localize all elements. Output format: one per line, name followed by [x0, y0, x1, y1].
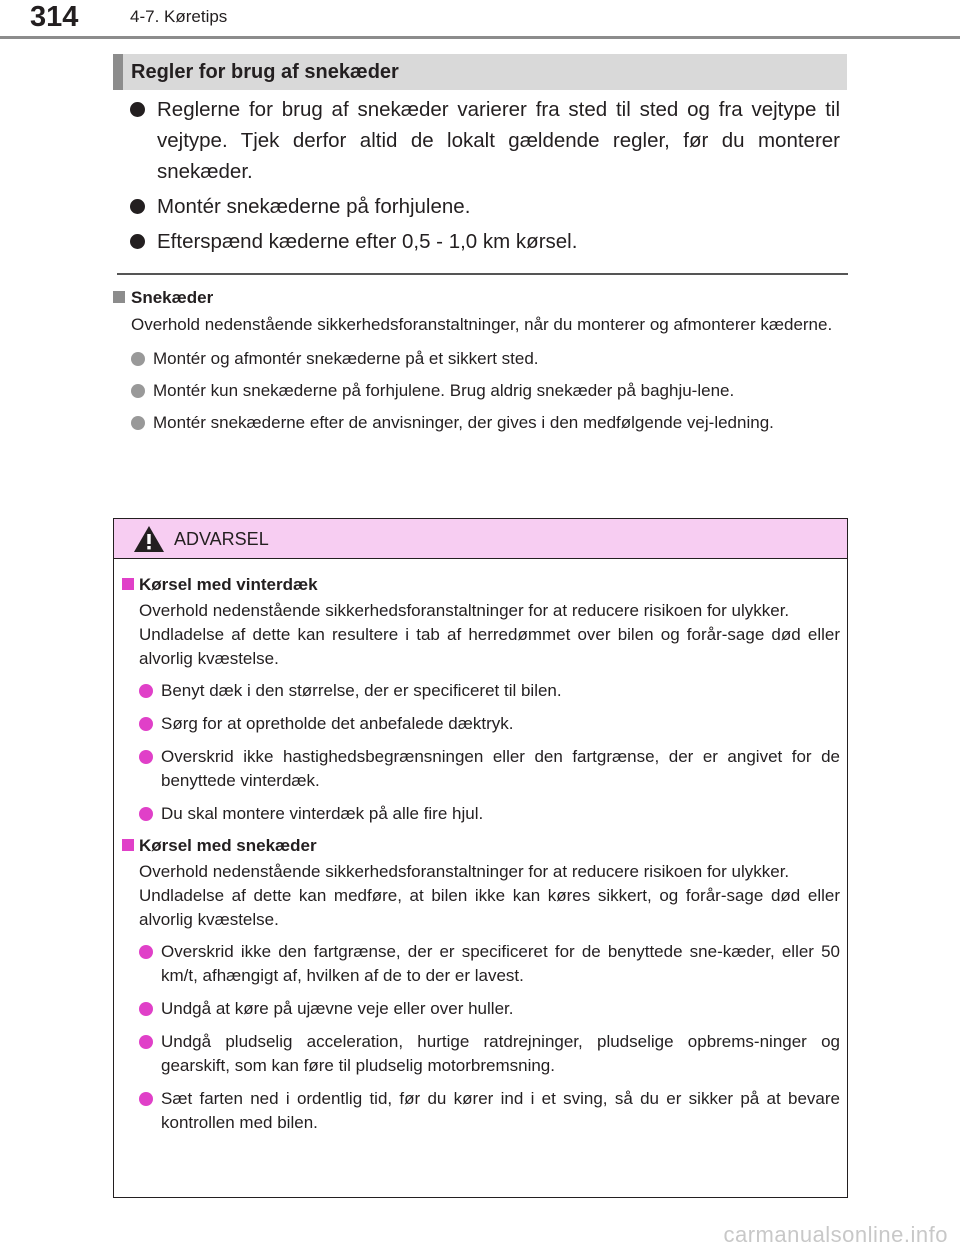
- bullet-icon: [130, 102, 145, 117]
- warning-paragraph: Undladelse af dette kan resultere i tab af herredømmet over bilen og forår-sage død eller alvorlig kvæstelse.: [139, 625, 840, 668]
- warning-header: [114, 519, 847, 559]
- list-item: Overskrid ikke hastighedsbegrænsningen eller den fartgrænse, der er angivet for de benyttede vinterdæk.: [139, 745, 840, 793]
- list-item: Montér snekæderne efter de anvisninger, der gives i den medfølgende vej-ledning.: [131, 411, 848, 435]
- warning-list: [122, 679, 840, 826]
- snekaeder-list: [113, 347, 848, 435]
- list-item: Montér og afmontér snekæderne på et sikkert sted.: [131, 347, 848, 371]
- list-item: Undgå at køre på ujævne veje eller over huller.: [139, 997, 840, 1021]
- bullet-icon: [139, 1002, 153, 1016]
- bullet-icon: [130, 199, 145, 214]
- bullet-icon: [139, 684, 153, 698]
- snekaeder-subsection: [113, 287, 848, 443]
- warning-paragraph: Undladelse af dette kan medføre, at bilen ikke kan køres sikkert, og forår-sage død eller alvorlig kvæstelse.: [139, 886, 840, 929]
- list-item: Overskrid ikke den fartgrænse, der er specificeret for de benyttede sne-kæder, eller 50 km/t, afhængigt af, hvilken af de to der er lavest.: [139, 940, 840, 988]
- page-number: 314: [30, 1, 79, 33]
- list-item: Montér kun snekæderne på forhjulene. Brug aldrig snekæder på baghju-lene.: [131, 379, 848, 403]
- list-item: Undgå pludselig acceleration, hurtige ratdrejninger, pludselige opbrems-ninger og gearskift, som kan føre til pludselig motorbremsning.: [139, 1030, 840, 1078]
- warning-list: [122, 940, 840, 1135]
- list-item: Montér snekæderne på forhjulene.: [130, 191, 840, 222]
- warning-triangle-icon: [133, 525, 165, 553]
- square-bullet-icon: [113, 291, 125, 303]
- square-bullet-icon: [122, 839, 134, 851]
- bullet-icon: [139, 807, 153, 821]
- warning-subheading: Kørsel med snekæder: [122, 835, 840, 857]
- watermark: carmanualsonline.info: [723, 1222, 948, 1247]
- list-item: Reglerne for brug af snekæder varierer fra sted til sted og fra vejtype til vejtype. Tjek derfor altid de lokalt gældende regler, før du monterer snekæder.: [130, 94, 840, 187]
- list-item: Du skal montere vinterdæk på alle fire hjul.: [139, 802, 840, 826]
- section-title: Regler for brug af snekæder: [131, 61, 399, 83]
- warning-paragraph: Overhold nedenstående sikkerhedsforanstaltninger for at reducere risikoen for ulykker.: [139, 601, 790, 620]
- subsection-intro: Overhold nedenstående sikkerhedsforanstaltninger, når du monterer og afmonterer kæderne.: [131, 315, 833, 334]
- bullet-icon: [131, 416, 145, 430]
- list-item: Efterspænd kæderne efter 0,5 - 1,0 km kørsel.: [130, 226, 840, 257]
- chapter-title: 4-7. Køretips: [130, 7, 228, 26]
- list-item: Sørg for at opretholde det anbefalede dæktryk.: [139, 712, 840, 736]
- bullet-icon: [139, 945, 153, 959]
- bullet-icon: [139, 717, 153, 731]
- list-item: Benyt dæk i den størrelse, der er specificeret til bilen.: [139, 679, 840, 703]
- bullet-icon: [131, 384, 145, 398]
- section-heading-bar: [113, 54, 123, 90]
- bullet-icon: [130, 234, 145, 249]
- warning-label: ADVARSEL: [174, 529, 269, 549]
- warning-box: [113, 518, 848, 1198]
- warning-body: [122, 574, 840, 1144]
- section-divider: [117, 273, 848, 275]
- warning-subheading: Kørsel med vinterdæk: [122, 574, 840, 596]
- subsection-heading: Snekæder: [113, 287, 848, 309]
- header-divider: [0, 36, 960, 39]
- bullet-icon: [139, 1092, 153, 1106]
- list-item: Sæt farten ned i ordentlig tid, før du kører ind i et sving, så du er sikker på at bevare kontrollen med bilen.: [139, 1087, 840, 1135]
- bullet-icon: [139, 750, 153, 764]
- bullet-icon: [139, 1035, 153, 1049]
- bullet-icon: [131, 352, 145, 366]
- main-bullet-list: [130, 94, 840, 261]
- square-bullet-icon: [122, 578, 134, 590]
- section-heading: [113, 54, 847, 90]
- warning-paragraph: Overhold nedenstående sikkerhedsforanstaltninger for at reducere risikoen for ulykker.: [139, 862, 790, 881]
